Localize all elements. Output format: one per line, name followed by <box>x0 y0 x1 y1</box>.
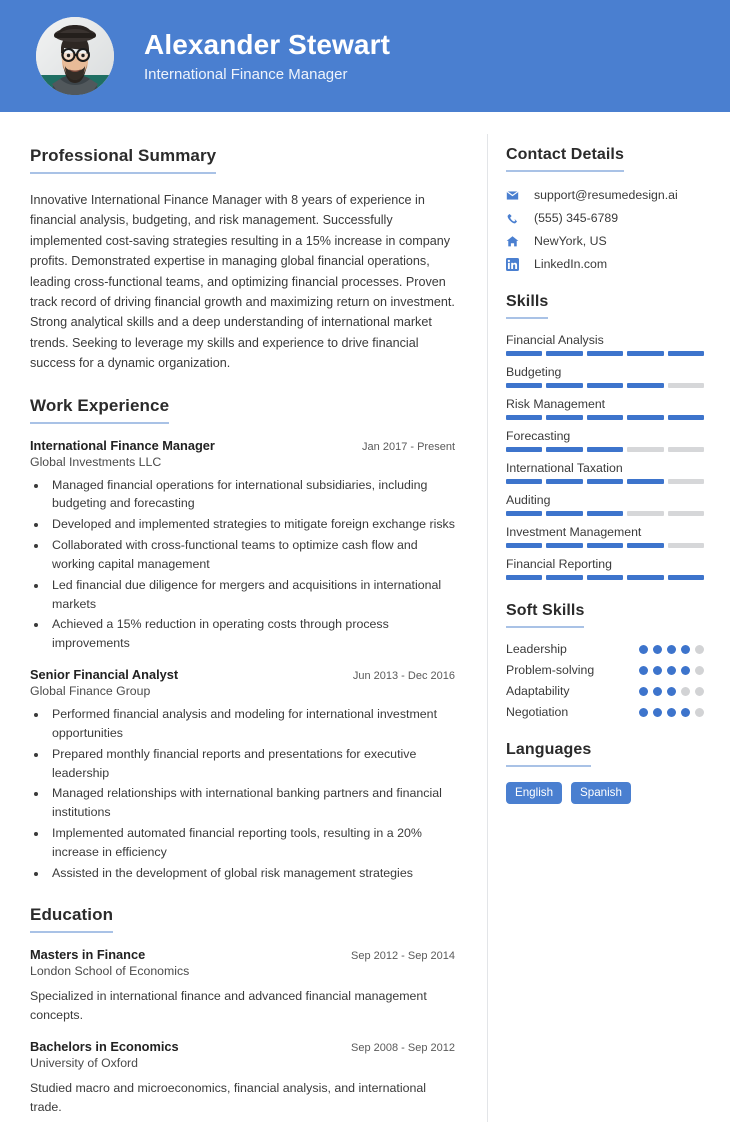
skill-bar <box>506 575 704 580</box>
home-icon <box>506 235 526 248</box>
section-work-experience <box>30 396 455 883</box>
skill-segment <box>587 415 623 420</box>
contact-value[interactable]: NewYork, US <box>534 234 607 248</box>
skill-bar <box>506 479 704 484</box>
bullet-item: • Collaborated with cross-functional teams to optimize cash flow and working capital management <box>48 536 455 574</box>
section-education <box>30 905 455 1118</box>
skill-segment <box>506 575 542 580</box>
entry-description: Specialized in international finance and advanced financial management concepts. <box>30 988 427 1022</box>
phone-icon <box>506 212 526 225</box>
bullet-item: • Performed financial analysis and modeling for international investment opportunities <box>48 705 455 743</box>
summary-text: Innovative International Finance Manager with 8 years of experience in financial analysis, budgeting, and risk management. Successfully implemented cost-saving strategies resulting in a 15% increase in company profits. Demonstrated expertise in managing global financial operations, leading cross-functional teams, and optimizing financial processes. Proven track record of driving financial growth and maximizing return on investment. Strong analytical skills and a deep understanding of international market trends. Seeking to leverage my skills and experience to drive financial success for a dynamic organization. <box>30 193 455 371</box>
resume-entry <box>30 947 455 1025</box>
section-soft-skills <box>506 602 704 719</box>
resume-body <box>0 112 730 1140</box>
summary-heading: Professional Summary <box>30 146 216 174</box>
skill-name: Financial Reporting <box>506 557 612 571</box>
skill-bar <box>506 447 704 452</box>
entry-organization: Global Investments LLC <box>30 454 162 469</box>
contact-row <box>506 188 704 202</box>
skill-segment <box>627 447 663 452</box>
soft-skill-dot <box>681 666 690 675</box>
entry-date: Jun 2013 - Dec 2016 <box>352 670 455 683</box>
soft-skill-name: Negotiation <box>506 705 569 719</box>
entry-organization: London School of Economics <box>30 963 190 978</box>
soft-skill-dot <box>653 645 662 654</box>
contact-row <box>506 257 704 271</box>
skill-segment <box>506 479 542 484</box>
soft-skill-dot <box>681 687 690 696</box>
skill-row <box>506 557 704 580</box>
soft-skill-row <box>506 705 704 719</box>
entry-bullet-list <box>48 476 455 654</box>
skill-segment <box>587 383 623 388</box>
languages-list <box>506 782 704 804</box>
skill-segment <box>587 511 623 516</box>
resume-entry <box>30 438 455 654</box>
soft-skill-dot <box>681 645 690 654</box>
skill-name: Budgeting <box>506 365 562 379</box>
skill-name: Risk Management <box>506 397 606 411</box>
skill-name: Financial Analysis <box>506 333 604 347</box>
skill-name: Investment Management <box>506 525 642 539</box>
bullet-item: • Achieved a 15% reduction in operating costs through process improvements <box>48 615 455 653</box>
skill-name: International Taxation <box>506 461 623 475</box>
soft-skill-dot <box>695 666 704 675</box>
soft-skill-dot <box>639 645 648 654</box>
skill-segment <box>546 575 582 580</box>
bullet-item: • Led financial due diligence for mergers and acquisitions in international markets <box>48 576 455 614</box>
contact-value[interactable]: LinkedIn.com <box>534 257 608 271</box>
sidebar-column <box>488 112 730 1140</box>
skill-segment <box>506 543 542 548</box>
skill-segment <box>587 543 623 548</box>
skill-segment <box>546 383 582 388</box>
skill-name: Auditing <box>506 493 551 507</box>
skill-segment <box>506 415 542 420</box>
soft-skill-dot <box>667 666 676 675</box>
bullet-item: • Developed and implemented strategies to mitigate foreign exchange risks <box>48 515 455 534</box>
skill-segment <box>546 479 582 484</box>
experience-entries <box>30 438 455 883</box>
contact-row <box>506 211 704 225</box>
skill-segment <box>506 447 542 452</box>
skill-segment <box>668 447 704 452</box>
skill-segment <box>587 351 623 356</box>
contact-list <box>506 188 704 271</box>
skill-segment <box>587 479 623 484</box>
skill-segment <box>506 383 542 388</box>
soft-skills-heading: Soft Skills <box>506 602 584 628</box>
skill-row <box>506 397 704 420</box>
skill-row <box>506 461 704 484</box>
soft-skill-dot <box>695 708 704 717</box>
avatar-photo-icon <box>36 17 114 95</box>
skill-segment <box>546 543 582 548</box>
skill-bar <box>506 543 704 548</box>
entry-organization: Global Finance Group <box>30 684 151 699</box>
soft-skill-dot <box>667 645 676 654</box>
soft-skill-name: Leadership <box>506 642 567 656</box>
section-skills <box>506 293 704 580</box>
entry-date: Sep 2012 - Sep 2014 <box>351 949 455 962</box>
experience-heading: Work Experience <box>30 396 169 424</box>
contact-heading: Contact Details <box>506 146 624 172</box>
entry-bullet-list <box>48 705 455 883</box>
soft-skill-row <box>506 684 704 698</box>
bullet-item: • Managed relationships with international banking partners and financial institutions <box>48 784 455 822</box>
skill-segment <box>546 447 582 452</box>
soft-skill-dots <box>639 687 704 696</box>
skill-bar <box>506 383 704 388</box>
skill-row <box>506 525 704 548</box>
skill-name: Forecasting <box>506 429 571 443</box>
soft-skill-dot <box>653 666 662 675</box>
entry-title: Bachelors in Economics <box>30 1039 179 1055</box>
soft-skill-dot <box>695 687 704 696</box>
skill-row <box>506 493 704 516</box>
soft-skill-dot <box>681 708 690 717</box>
section-languages <box>506 741 704 804</box>
soft-skill-dot <box>639 666 648 675</box>
candidate-name: Alexander Stewart <box>144 28 391 60</box>
section-professional-summary <box>30 146 455 374</box>
soft-skill-dots <box>639 645 704 654</box>
skill-segment <box>546 511 582 516</box>
education-entries <box>30 947 455 1118</box>
skill-row <box>506 365 704 388</box>
soft-skill-name: Adaptability <box>506 684 570 698</box>
resume-entry <box>30 667 455 883</box>
skill-segment <box>668 415 704 420</box>
skills-heading: Skills <box>506 293 548 319</box>
contact-row <box>506 234 704 248</box>
soft-skill-row <box>506 663 704 677</box>
skill-bar <box>506 415 704 420</box>
soft-skill-dot <box>667 687 676 696</box>
main-column <box>0 112 487 1140</box>
bullet-item: • Prepared monthly financial reports and presentations for executive leadership <box>48 745 455 783</box>
entry-date: Jan 2017 - Present <box>362 440 455 453</box>
skill-row <box>506 429 704 452</box>
language-tag: English <box>506 782 562 804</box>
entry-header <box>30 947 455 962</box>
contact-value[interactable]: (555) 345-6789 <box>534 211 619 225</box>
soft-skill-dots <box>639 666 704 675</box>
linkedin-icon <box>506 258 526 271</box>
contact-value[interactable]: support@resumedesign.ai <box>534 188 678 202</box>
bullet-item: • Assisted in the development of global risk management strategies <box>48 864 455 883</box>
skill-segment <box>587 575 623 580</box>
soft-skill-name: Problem-solving <box>506 663 595 677</box>
skill-segment <box>668 575 704 580</box>
languages-heading: Languages <box>506 741 591 767</box>
entry-title: Senior Financial Analyst <box>30 667 179 683</box>
soft-skill-dot <box>639 687 648 696</box>
entry-header <box>30 667 455 682</box>
skill-segment <box>506 351 542 356</box>
skill-segment <box>668 511 704 516</box>
skill-segment <box>627 575 663 580</box>
section-contact-details <box>506 146 704 271</box>
entry-title: International Finance Manager <box>30 437 215 453</box>
resume-entry <box>30 1039 455 1117</box>
soft-skill-dot <box>639 708 648 717</box>
skill-segment <box>546 351 582 356</box>
header-text-block <box>144 29 390 83</box>
soft-skill-row <box>506 642 704 656</box>
resume-header <box>0 0 730 112</box>
skills-list <box>506 333 704 580</box>
skill-bar <box>506 511 704 516</box>
soft-skill-dot <box>653 708 662 717</box>
soft-skill-dot <box>695 645 704 654</box>
skill-row <box>506 333 704 356</box>
skill-segment <box>627 415 663 420</box>
skill-segment <box>627 511 663 516</box>
skill-segment <box>627 479 663 484</box>
skill-segment <box>546 415 582 420</box>
soft-skills-list <box>506 642 704 719</box>
language-tag: Spanish <box>571 782 631 804</box>
skill-segment <box>668 351 704 356</box>
skill-bar <box>506 351 704 356</box>
skill-segment <box>627 383 663 388</box>
skill-segment <box>668 479 704 484</box>
envelope-icon <box>506 189 526 202</box>
soft-skill-dot <box>667 708 676 717</box>
skill-segment <box>587 447 623 452</box>
entry-header <box>30 438 455 453</box>
entry-title: Masters in Finance <box>30 946 146 962</box>
entry-organization: University of Oxford <box>30 1056 138 1071</box>
avatar <box>36 17 114 95</box>
skill-segment <box>627 351 663 356</box>
candidate-role: International Finance Manager <box>144 66 348 84</box>
soft-skill-dots <box>639 708 704 717</box>
soft-skill-dot <box>653 687 662 696</box>
skill-segment <box>627 543 663 548</box>
entry-date: Sep 2008 - Sep 2012 <box>351 1042 455 1055</box>
entry-description: Studied macro and microeconomics, financial analysis, and international trade. <box>30 1081 427 1115</box>
skill-segment <box>506 511 542 516</box>
entry-header <box>30 1039 455 1054</box>
skill-segment <box>668 383 704 388</box>
education-heading: Education <box>30 905 113 933</box>
skill-segment <box>668 543 704 548</box>
bullet-item: • Implemented automated financial reporting tools, resulting in a 20% increase in efficiency <box>48 824 455 862</box>
bullet-item: • Managed financial operations for international subsidiaries, including budgeting and forecasting <box>48 476 455 514</box>
